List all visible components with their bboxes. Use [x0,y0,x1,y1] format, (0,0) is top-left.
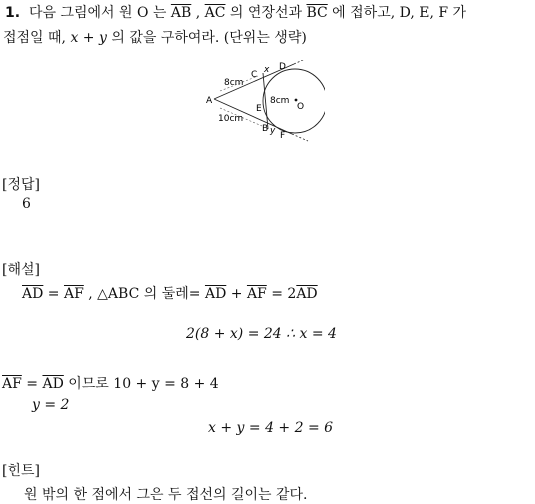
label-y: y [270,126,276,136]
problem-expr: x + y [70,30,107,46]
label-len-ac: 8cm [224,78,244,88]
line-af-ext [292,134,308,141]
label-o: O [297,102,305,112]
label-f: F [280,131,286,141]
hint-heading: [힌트] [2,463,40,479]
label-c: C [251,70,258,80]
center-dot [295,99,298,102]
tangent-circle-figure [205,60,325,142]
solution-y-value: y = 2 [32,397,70,413]
label-len-ce: 8cm [270,96,290,106]
sol-mid: , △ABC 의 둘레= [83,286,205,302]
segment-ac: $\overline{AC}$ [204,5,226,21]
label-x: x [264,65,270,75]
answer-heading: [정답] [2,177,40,193]
sol-eq2: = 2 [266,286,297,302]
label-e: E [256,104,262,114]
solution-equation-1: 2(8 + x) = 24 ∴ x = 4 [186,326,337,342]
label-d: D [279,62,286,72]
problem-line2-pre: 접점일 때, [3,30,71,46]
sol-seg-af: $\overline{AF}$ [63,286,84,302]
sol-seg-ad2: $\overline{AD}$ [204,286,227,302]
label-a: A [206,96,213,106]
problem-text-mid1: , [191,5,205,21]
sol3-seg-af: $\overline{AF}$ [2,376,22,392]
problem-number: 1. [5,5,21,21]
label-b: B [262,124,269,134]
problem-line-1 [5,2,466,22]
sol-seg-af2: $\overline{AF}$ [246,286,267,302]
answer-value: 6 [22,196,31,212]
line-bc [263,73,268,129]
sol-eq1: = [43,286,64,302]
sol-seg-ad: $\overline{AD}$ [22,286,44,302]
sol-seg-ad3: $\overline{AD}$ [296,286,318,302]
problem-text-pre: 다음 그림에서 원 O 는 [28,5,171,21]
sol-plus: + [226,286,247,302]
problem-text-post: 에 접하고, D, E, F 가 [327,5,467,21]
solution-line-1 [22,283,318,303]
segment-bc: $\overline{BC}$ [306,5,328,21]
segment-ab: $\overline{AB}$ [170,5,192,21]
line-ad-ext [294,60,305,64]
problem-text-mid2: 의 연장선과 [225,5,307,21]
solution-line-3 [2,373,219,393]
sol3-seg-ad: $\overline{AD}$ [42,376,64,392]
hint-text: 원 밖의 한 점에서 그은 두 접선의 길이는 같다. [24,487,308,503]
label-len-ab: 10cm [218,114,244,124]
solution-result: x + y = 4 + 2 = 6 [208,420,334,436]
solution-heading: [해설] [2,262,40,278]
problem-line2-post: 의 값을 구하여라. (단위는 생략) [106,30,307,46]
problem-line-2 [3,27,307,47]
sol3-post: 이므로 10 + y = 8 + 4 [63,376,219,392]
sol3-eq: = [21,376,43,392]
